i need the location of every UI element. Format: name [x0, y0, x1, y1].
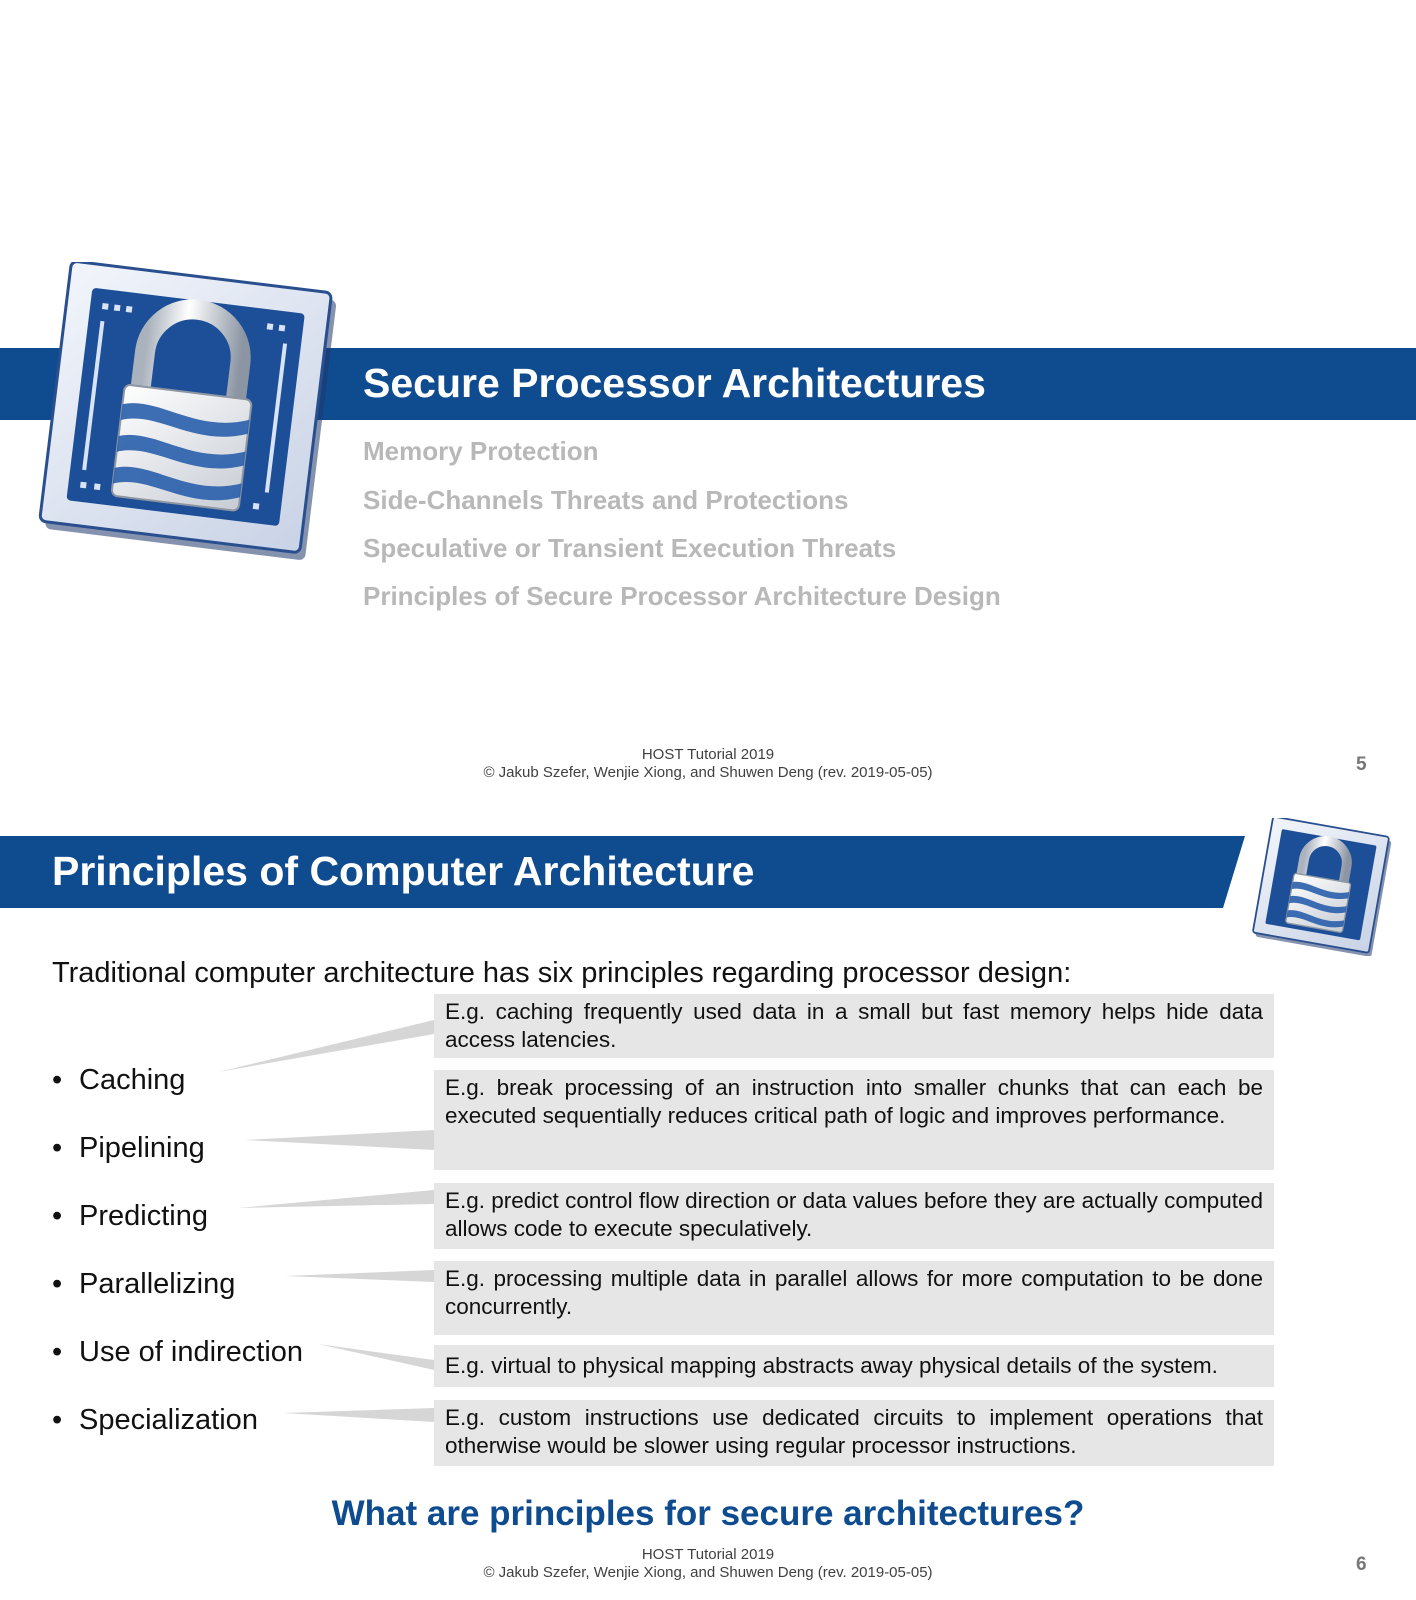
bullet-marker: •	[52, 1268, 63, 1300]
principle-predicting: • Predicting	[52, 1200, 208, 1232]
principle-caching: • Caching	[52, 1064, 186, 1096]
example-box-caching: E.g. caching frequently used data in a small but fast memory helps hide data access latencies.	[434, 994, 1274, 1058]
slide5-page-number: 5	[1356, 754, 1367, 775]
agenda-item-principles: Principles of Secure Processor Architecture Design	[363, 581, 1001, 611]
example-box-indirection: E.g. virtual to physical mapping abstracts away physical details of the system.	[434, 1345, 1274, 1387]
closing-question: What are principles for secure architectures?	[331, 1494, 1085, 1533]
bullet-marker: •	[52, 1064, 63, 1096]
processor-lock-icon	[1250, 818, 1392, 956]
agenda-item-side-channels: Side-Channels Threats and Protections	[363, 485, 849, 515]
bullet-marker: •	[52, 1404, 63, 1436]
connector-indirection	[318, 1344, 434, 1370]
connector-predicting	[238, 1190, 434, 1208]
principle-indirection: • Use of indirection	[52, 1336, 304, 1368]
principle-pipelining: • Pipelining	[52, 1132, 205, 1164]
slide6-footer-line1: HOST Tutorial 2019	[641, 1546, 775, 1563]
slide6-title: Principles of Computer Architecture	[52, 848, 755, 894]
connector-parallelizing	[285, 1270, 434, 1282]
agenda-item-memory-protection: Memory Protection	[363, 436, 599, 466]
connector-specialization	[283, 1408, 434, 1422]
principle-specialization: • Specialization	[52, 1404, 258, 1436]
bullet-marker: •	[52, 1132, 63, 1164]
bullet-marker: •	[52, 1336, 63, 1368]
connector-caching	[218, 1020, 434, 1072]
example-box-predicting: E.g. predict control flow direction or data values before they are actually computed allows code to execute speculatively.	[434, 1183, 1274, 1249]
principle-parallelizing: • Parallelizing	[52, 1268, 236, 1300]
agenda-item-speculative: Speculative or Transient Execution Threats	[363, 533, 897, 563]
connector-pipelining	[245, 1130, 434, 1150]
intro-text: Traditional computer architecture has six principles regarding processor design:	[52, 957, 1072, 989]
slide5-title: Secure Processor Architectures	[363, 360, 986, 406]
slide5-footer-line2: © Jakub Szefer, Wenjie Xiong, and Shuwen Deng (rev. 2019-05-05)	[483, 764, 933, 781]
example-box-specialization: E.g. custom instructions use dedicated circuits to implement operations that otherwise would be slower using regular processor instructions.	[434, 1400, 1274, 1466]
example-box-parallelizing: E.g. processing multiple data in parallel allows for more computation to be done concurrently.	[434, 1261, 1274, 1335]
processor-lock-icon	[28, 262, 344, 562]
slide6-footer-line2: © Jakub Szefer, Wenjie Xiong, and Shuwen Deng (rev. 2019-05-05)	[483, 1564, 933, 1581]
slide6-page-number: 6	[1356, 1554, 1367, 1575]
slide5-footer-line1: HOST Tutorial 2019	[641, 746, 775, 763]
example-box-pipelining: E.g. break processing of an instruction into smaller chunks that can each be executed sequentially reduces critical path of logic and improves performance.	[434, 1070, 1274, 1170]
bullet-marker: •	[52, 1200, 63, 1232]
